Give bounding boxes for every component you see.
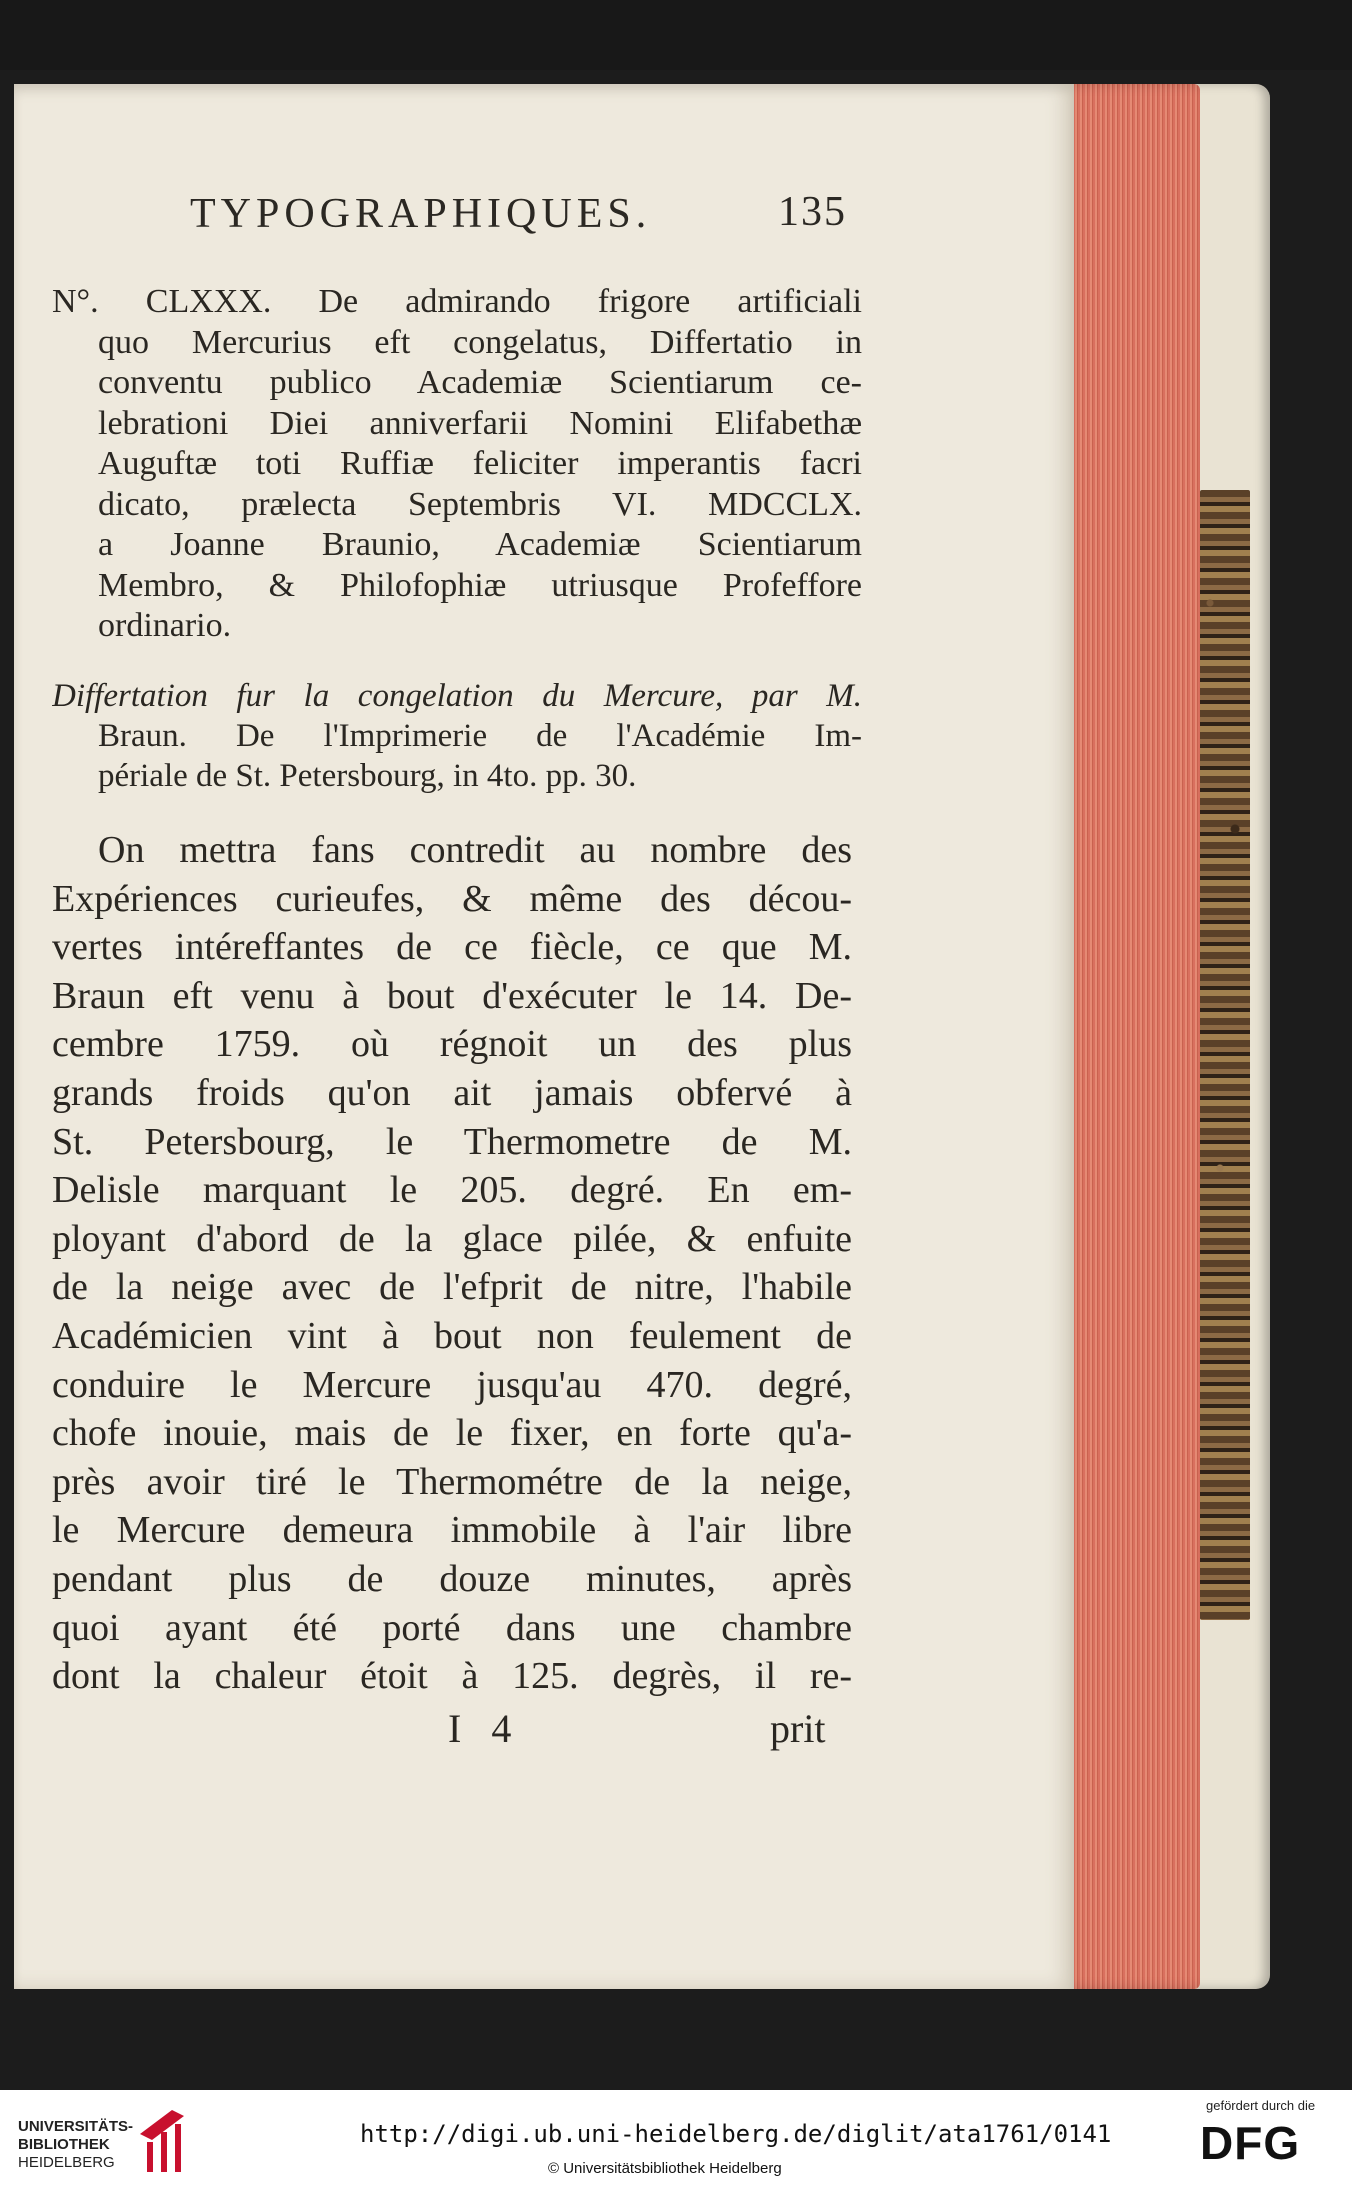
french-title-line: Braun. De l'Imprimerie de l'Académie Im- <box>98 718 862 754</box>
catchword: prit <box>770 1706 826 1751</box>
funding-label: gefördert durch die <box>1206 2098 1316 2113</box>
body-line: ployant d'abord de la glace pilée, & enfuite <box>52 1217 852 1260</box>
body-line: dont la chaleur étoit à 125. degrès, il re- <box>52 1655 852 1698</box>
body-line: vertes intéreffantes de ce fiècle, ce que M. <box>52 926 852 969</box>
entry-line: conventu publico Academiæ Scientiarum ce- <box>98 364 862 401</box>
library-name-line: BIBLIOTHEK <box>18 2136 110 2153</box>
body-line: Expériences curieufes, & même des décou- <box>52 877 852 920</box>
latin-entry <box>52 282 862 647</box>
body-line: quoi ayant été porté dans une chambre <box>52 1606 852 1649</box>
red-page-edges <box>1058 84 1200 1989</box>
entry-line: N°. CLXXX. De admirando frigore artificiali <box>52 283 862 320</box>
permalink-url[interactable]: http://digi.ub.uni-heidelberg.de/diglit/ata1761/0141 <box>360 2120 1112 2148</box>
body-paragraph <box>52 826 852 1701</box>
body-line: conduire le Mercure jusqu'au 470. degré, <box>52 1363 852 1406</box>
french-title-line: Differtation fur la congelation du Mercure, par M. <box>52 678 862 714</box>
running-head: TYPOGRAPHIQUES. <box>190 191 652 237</box>
entry-line: Membro, & Philofophiæ utriusque Profeffore <box>98 566 862 604</box>
body-line: Braun eft venu à bout d'exécuter le 14. De- <box>52 974 852 1017</box>
entry-line: dicato, prælecta Septembris VI. MDCCLX. <box>98 485 862 523</box>
library-name-line: UNIVERSITÄTS- <box>18 2118 134 2135</box>
body-line: près avoir tiré le Thermométre de la neige, <box>52 1460 852 1503</box>
page-number: 135 <box>778 189 847 235</box>
body-line: grands froids qu'on ait jamais obfervé à <box>52 1071 852 1114</box>
body-line: pendant plus de douze minutes, après <box>52 1557 852 1600</box>
french-title-line: périale de St. Petersbourg, in 4to. pp. 30. <box>98 758 637 794</box>
library-name-line: HEIDELBERG <box>18 2154 115 2171</box>
scan-top-border <box>0 0 1352 70</box>
body-line: chofe inouie, mais de le fixer, en forte qu'a- <box>52 1412 852 1455</box>
library-logo-text <box>18 2118 133 2172</box>
library-logo-icon <box>134 2104 190 2176</box>
marbled-cover-board <box>1200 490 1250 1620</box>
body-line: de la neige avec de l'efprit de nitre, l'habile <box>52 1266 852 1309</box>
copyright-notice: © Universitätsbibliothek Heidelberg <box>548 2160 782 2177</box>
body-line: le Mercure demeura immobile à l'air libre <box>52 1509 852 1552</box>
entry-line: Auguftæ toti Ruffiæ feliciter imperantis facri <box>98 445 862 482</box>
dfg-logo: DFG <box>1200 2117 1301 2169</box>
footer-bar <box>0 2090 1352 2188</box>
entry-line: quo Mercurius eft congelatus, Differtatio in <box>98 323 862 361</box>
entry-line: a Joanne Braunio, Academiæ Scientiarum <box>98 526 862 563</box>
body-line: cembre 1759. où régnoit un des plus <box>52 1023 852 1066</box>
body-line: Académicien vint à bout non feulement de <box>52 1314 852 1357</box>
entry-line: ordinario. <box>98 607 232 644</box>
signature-mark: I 4 <box>448 1706 522 1751</box>
body-line: Delisle marquant le 205. degré. En em- <box>52 1169 852 1212</box>
body-line: St. Petersbourg, le Thermometre de M. <box>52 1120 852 1163</box>
entry-line: lebrationi Diei anniverfarii Nomini Elifabethæ <box>98 404 862 442</box>
body-line: On mettra fans contredit au nombre des <box>98 829 852 871</box>
french-title <box>52 676 862 796</box>
